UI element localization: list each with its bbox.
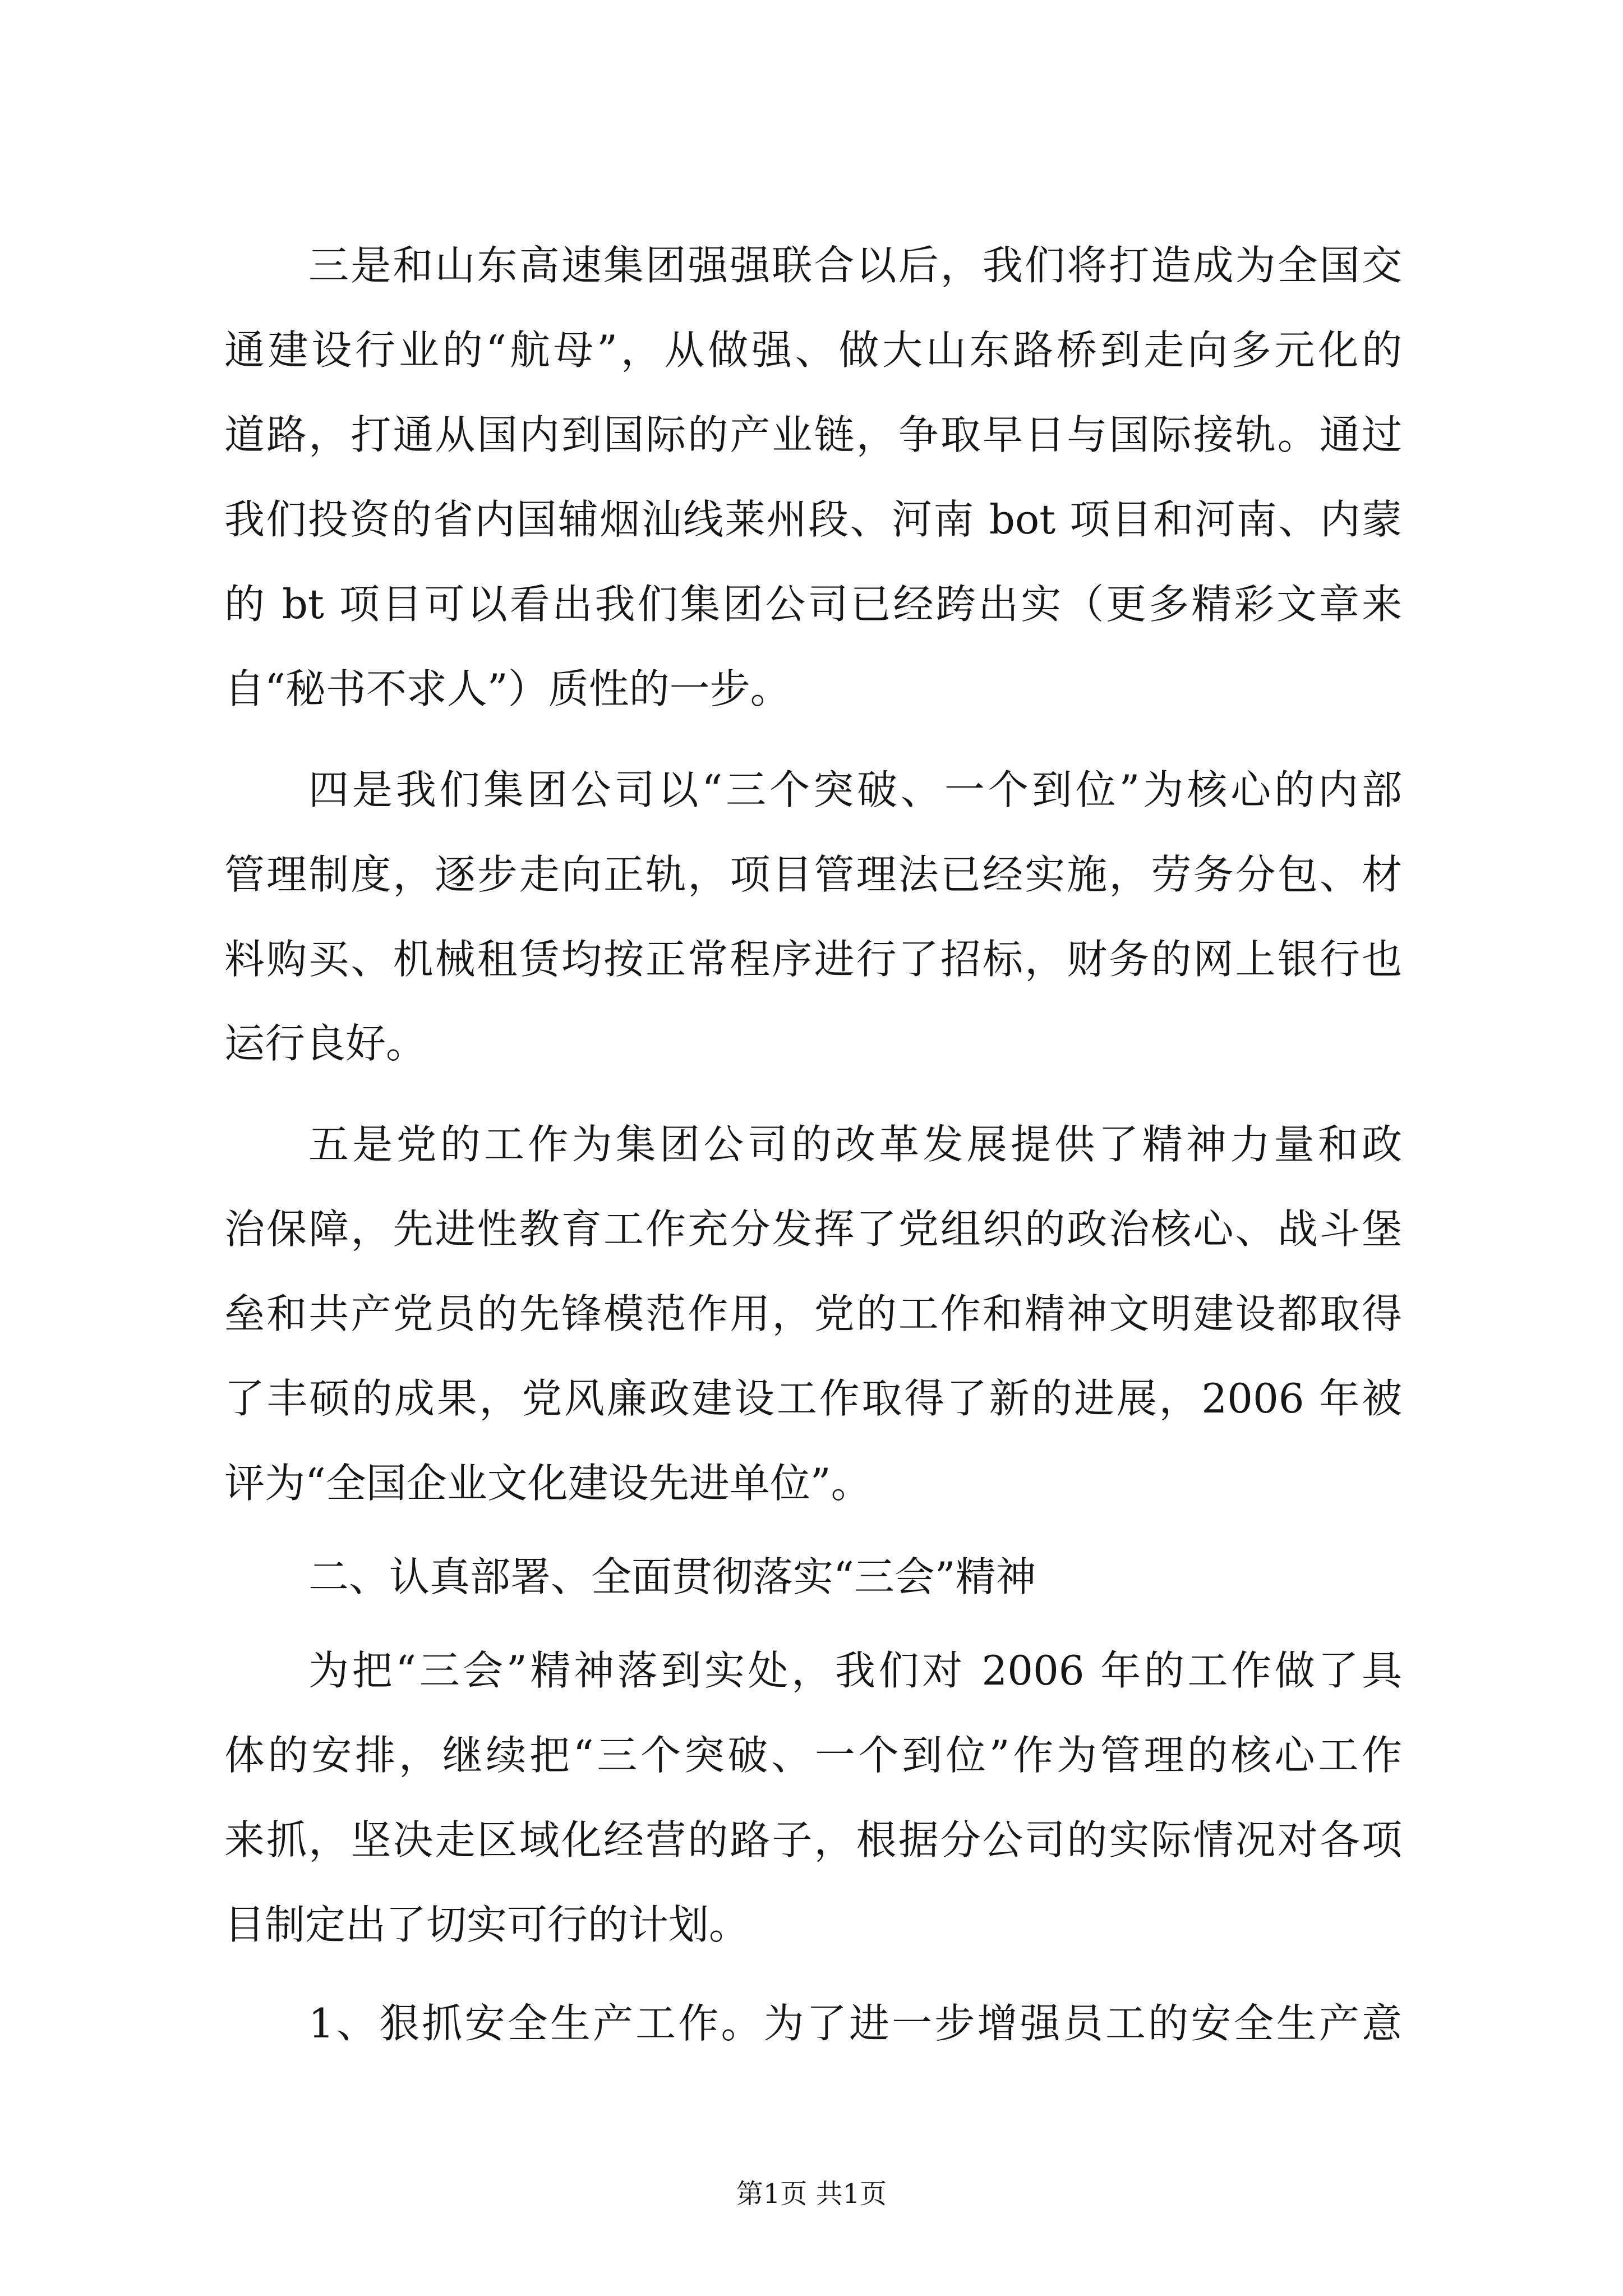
heading-line: 二、认真部署、全面贯彻落实“三会”精神 xyxy=(308,1553,1036,1600)
text-line: 为把“三会”精神落到实处，我们对 2006 年的工作做了具 xyxy=(308,1647,1402,1694)
text-line: 1、狠抓安全生产工作。为了进一步增强员工的安全生产意 xyxy=(308,2000,1402,2047)
text-line: 治保障，先进性教育工作充分发挥了党组织的政治核心、战斗堡 xyxy=(224,1205,1402,1253)
text-line: 道路，打通从国内到国际的产业链，争取早日与国际接轨。通过 xyxy=(224,411,1402,458)
text-line: 管理制度，逐步走向正轨，项目管理法已经实施，劳务分包、材 xyxy=(224,851,1402,898)
text-line: 料购买、机械租赁均按正常程序进行了招标，财务的网上银行也 xyxy=(224,936,1402,983)
text-line: 我们投资的省内国辅烟汕线莱州段、河南 bot 项目和河南、内蒙 xyxy=(224,496,1402,543)
text-line: 五是党的工作为集团公司的改革发展提供了精神力量和政 xyxy=(308,1121,1402,1168)
text-line: 目制定出了切实可行的计划。 xyxy=(224,1901,750,1948)
text-line: 自“秘书不求人”）质性的一步。 xyxy=(224,665,791,712)
text-line: 四是我们集团公司以“三个突破、一个到位”为核心的内部 xyxy=(308,766,1402,813)
text-line: 评为“全国企业文化建设先进单位”。 xyxy=(224,1460,872,1507)
text-line: 来抓，坚决走区域化经营的路子，根据分公司的实际情况对各项 xyxy=(224,1816,1402,1864)
text-line: 运行良好。 xyxy=(224,1020,427,1067)
text-line: 垒和共产党员的先锋模范作用，党的工作和精神文明建设都取得 xyxy=(224,1290,1402,1337)
text-line: 的 bt 项目可以看出我们集团公司已经跨出实（更多精彩文章来 xyxy=(224,581,1402,628)
page-number-footer: 第1页 共1页 xyxy=(736,2178,887,2210)
text-line: 通建设行业的“航母”，从做强、做大山东路桥到走向多元化的 xyxy=(224,326,1402,374)
text-line: 三是和山东高速集团强强联合以后，我们将打造成为全国交 xyxy=(308,242,1402,289)
text-line: 体的安排，继续把“三个突破、一个到位”作为管理的核心工作 xyxy=(224,1732,1402,1779)
text-line: 了丰硕的成果，党风廉政建设工作取得了新的进展，2006 年被 xyxy=(224,1375,1402,1422)
